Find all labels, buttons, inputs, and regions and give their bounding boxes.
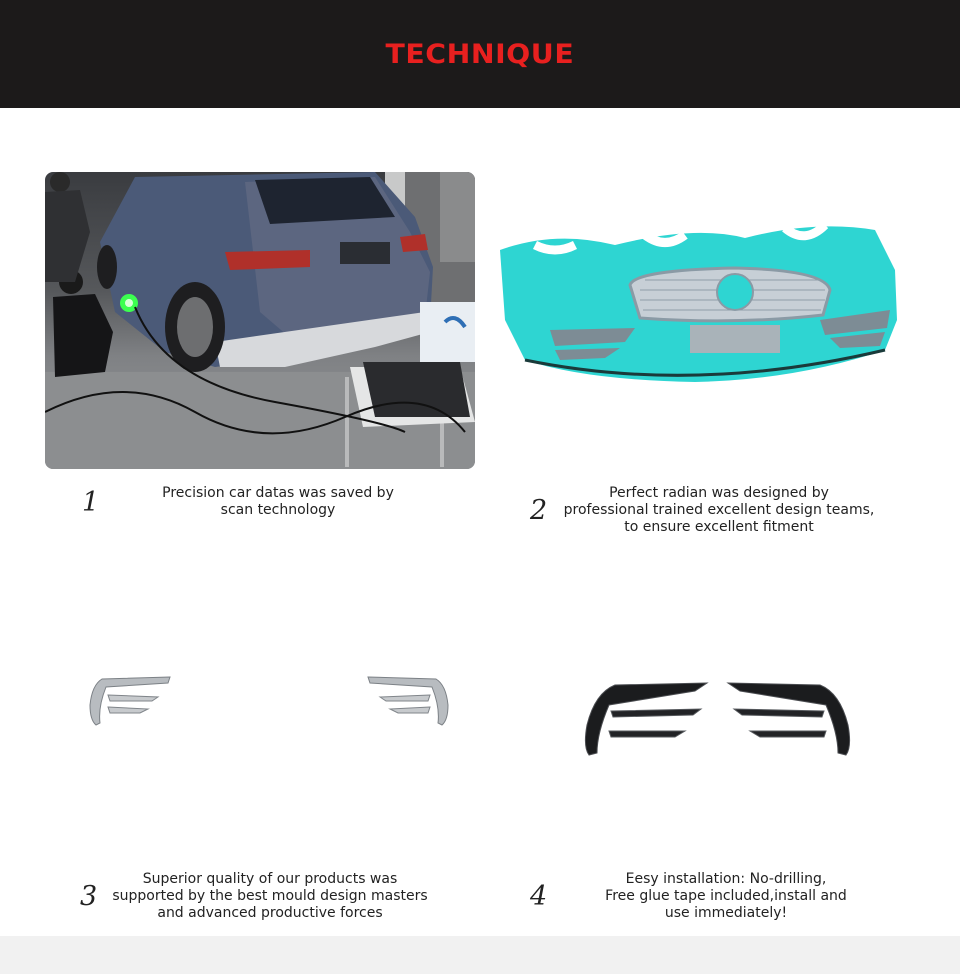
page-title: TECHNIQUE [385,38,575,70]
step-number: 3 [80,881,98,912]
car-scanning-photo [45,172,475,469]
footer-strip [0,936,960,974]
silver-vent-trims [80,665,460,735]
step-number: 1 [82,486,100,518]
step-description: Superior quality of our products was supported by the best mould design masters and advanced productive forces [112,871,428,921]
step-3-caption [80,871,440,922]
step-number: 2 [530,495,548,526]
silver-trims-illustration [80,665,460,735]
step-number: 4 [530,881,548,912]
step-description: Eesy installation: No-drilling, Free glue tape included,install and use immediately! [605,871,847,921]
page-header [0,0,960,108]
step-description: Precision car datas was saved by scan technology [162,485,394,518]
step-1-caption [82,485,428,519]
step-2-caption [530,485,884,536]
carbon-trims-illustration [575,675,860,765]
car-scanning-illustration [45,172,475,469]
carbon-vent-trims [575,675,860,765]
bumper-3d-scan [495,210,905,390]
step-description: Perfect radian was designed by professional trained excellent design teams, to ensure excellent fitment [563,485,875,535]
bumper-scan-illustration [495,210,905,390]
step-4-caption [530,871,866,922]
